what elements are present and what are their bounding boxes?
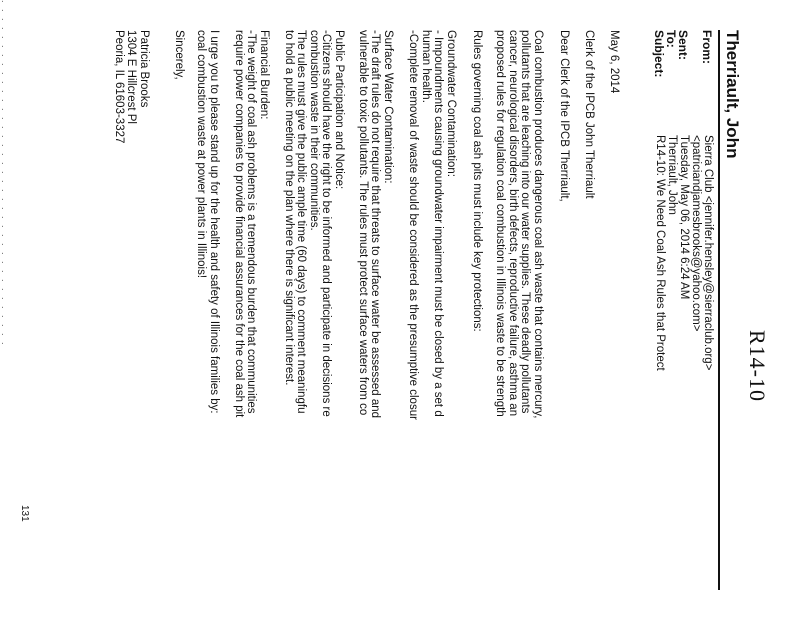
from-value: Sierra Club <jennifer.hensley@sierraclub.org> <patriciandjamesbrooks@yahoo.com>	[690, 135, 714, 371]
header-divider	[718, 30, 720, 590]
letter-salutation: Dear Clerk of the IPCB Therriault,	[558, 30, 570, 202]
from-label: From:	[700, 30, 714, 64]
public-participation-section: Public Participation and Notice: -Citizens should have the right to be informed and participate in decisions re combustion waste in their communities. The rules must give the public ample time (60 days) to comment meaningfu to hold a public meeting on the plan where there is significant interest.	[283, 30, 345, 417]
to-value: Therriault, John	[666, 135, 678, 215]
intro-paragraph: Coal combustion produces dangerous coal ash waste that contains mercury, pollutants that are leaching into our water supplies. These deadly pollutants cancer, neurological disorders, birth defects, reproductive failure, asthma an proposed rules for regulation coal combustion in Illinois waste to be strength	[494, 30, 544, 419]
subject-value: R14-10: We Need Coal Ash Rules that Protect	[654, 135, 666, 371]
letter-date: May 6, 2014	[608, 30, 620, 94]
surface-water-section: Surface Water Contamination: -The draft rules do not require that threats to surface water be assessed and vulnerable to toxic pollutants. The rules must protect surface waters from co	[357, 30, 394, 419]
sent-label: Sent:	[676, 30, 690, 60]
letter-addressee: Clerk of the IPCB John Therriault	[583, 30, 595, 199]
groundwater-section: Groundwater Contamination: - Impoundments causing groundwater impairment must be closed by a set d human health. -Complete removal of waste should be considered as the presumptive closur	[407, 30, 457, 420]
rules-intro: Rules governing coal ash pits must include key protections:	[471, 30, 483, 332]
to-label: To:	[664, 30, 678, 48]
financial-burden-section: Financial Burden: -The weight of coal ash problems is a tremendous burden that communities require power companies to provide financial assurances for the coal ash pit I urge you to please stand up for the health and safety of Illinois families by: coal combustion waste at power plants in Illinois!	[195, 30, 270, 418]
footer-marks: . . . . . . . . . . . . . . . . . . . . . . . . . . . . . . . . . . . . . . .	[0, 0, 10, 347]
sender-name: Therriault, John	[723, 30, 742, 159]
signature-block: Patricia Brooks 1304 E Hillcrest Pl Peoria, IL 61603-3327	[113, 30, 150, 144]
sent-value: Tuesday, May 06, 2014 6:24 AM	[678, 135, 690, 300]
page-number: 131	[19, 505, 30, 522]
record-number: R14-10	[745, 330, 770, 402]
letter-closing: Sincerely,	[173, 30, 185, 80]
subject-label: Subject:	[652, 30, 666, 78]
